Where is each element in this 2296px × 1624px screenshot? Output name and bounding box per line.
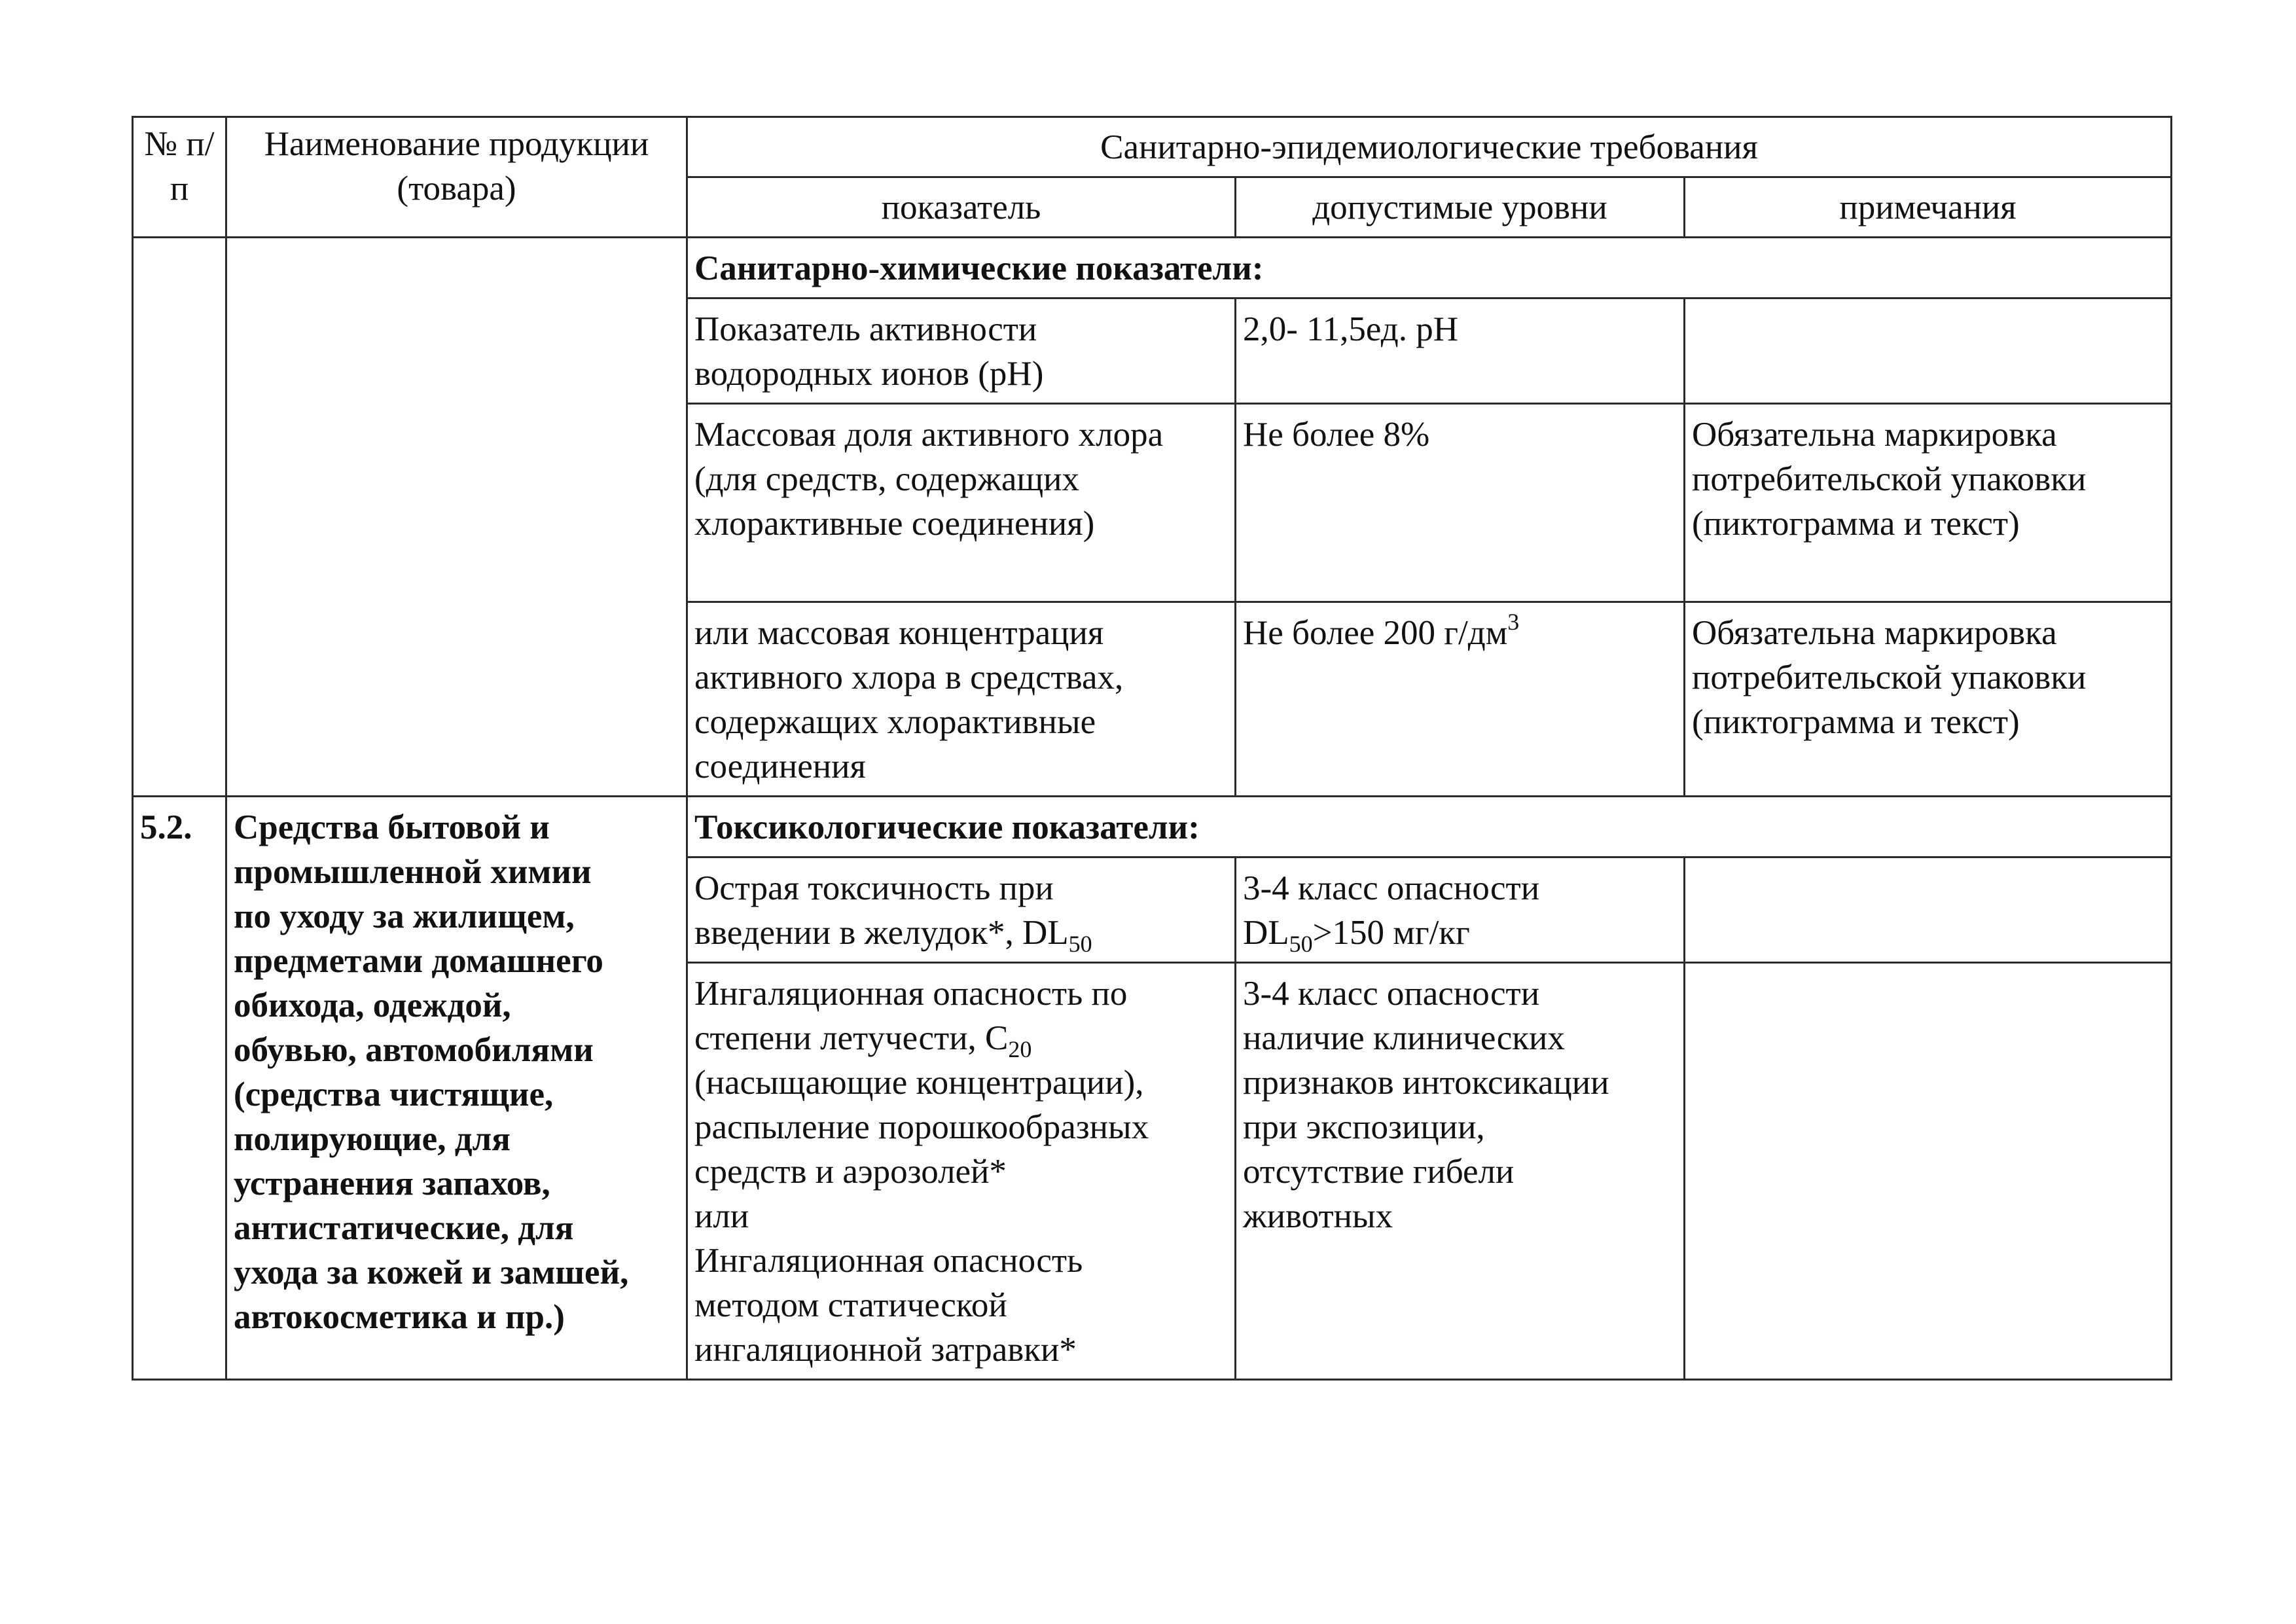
indicator-subscript: 20: [1008, 1036, 1032, 1062]
indicator-text: (насыщающие концентрации),: [694, 1064, 1144, 1102]
note-text: потребительской упаковки: [1692, 460, 2087, 498]
level-text-main: DL: [1243, 914, 1289, 952]
level-text: [1243, 911, 1677, 955]
level-text: наличие клинических: [1243, 1019, 1565, 1057]
note-text: Обязательна маркировка: [1692, 416, 2057, 454]
indicator-text: активного хлора в средствах,: [694, 659, 1124, 696]
note-cell: [1685, 298, 2172, 404]
item-number: 5.2.: [133, 797, 226, 1380]
requirements-group-header: Санитарно-эпидемиологические требования: [687, 117, 2172, 177]
table-row: [133, 797, 2172, 857]
note-text: (пиктограмма и текст): [1692, 703, 2020, 741]
product-name-line: по уходу за жилищем,: [234, 897, 575, 935]
note-text: (пиктограмма и текст): [1692, 505, 2020, 543]
levels-header: допустимые уровни: [1236, 177, 1685, 238]
product-name-line: ухода за кожей и замшей,: [234, 1254, 629, 1291]
level-cell: [1236, 963, 1685, 1380]
indicator-text: ингаляционной затравки*: [694, 1331, 1077, 1369]
indicator-text: водородных ионов (рН): [694, 355, 1044, 393]
level-subscript: 50: [1289, 931, 1313, 957]
indicator-text: Массовая доля активного хлора: [694, 416, 1164, 454]
indicator-text: хлорактивные соединения): [694, 505, 1095, 543]
level-cell: 2,0- 11,5ед. рН: [1236, 298, 1685, 404]
empty-num-cell: [133, 238, 226, 797]
indicator-cell: [687, 857, 1236, 963]
level-text: животных: [1243, 1197, 1393, 1235]
requirements-table: [132, 116, 2172, 1380]
indicator-text: средств и аэрозолей*: [694, 1153, 1007, 1191]
product-name-line: полирующие, для: [234, 1120, 511, 1158]
product-name-line: автокосметика и пр.): [234, 1298, 565, 1336]
section-title-toxicological: Токсикологические показатели:: [687, 797, 2172, 857]
indicator-text: (для средств, содержащих: [694, 460, 1080, 498]
indicator-text: [694, 1016, 1228, 1060]
section-title-chemical: Санитарно-химические показатели:: [687, 238, 2172, 298]
note-text: потребительской упаковки: [1692, 659, 2087, 696]
level-superscript: 3: [1507, 609, 1520, 635]
level-text: 3-4 класс опасности: [1243, 975, 1540, 1013]
indicator-text: содержащих хлорактивные: [694, 703, 1096, 741]
table-row: [133, 238, 2172, 298]
level-text: признаков интоксикации: [1243, 1064, 1609, 1102]
indicator-text: [694, 911, 1228, 955]
level-cell: Не более 8%: [1236, 404, 1685, 602]
product-name-cell: [226, 797, 687, 1380]
level-cell: [1236, 602, 1685, 797]
note-cell: [1685, 857, 2172, 963]
level-text-rest: >150 мг/кг: [1312, 914, 1470, 952]
product-name-line: обувью, автомобилями: [234, 1031, 594, 1069]
notes-header: примечания: [1685, 177, 2172, 238]
indicator-text: Ингаляционная опасность по: [694, 975, 1128, 1013]
indicator-text: соединения: [694, 748, 866, 785]
note-cell: [1685, 404, 2172, 602]
indicator-header: показатель: [687, 177, 1236, 238]
num-header: № п/п: [133, 117, 226, 238]
note-text: Обязательна маркировка: [1692, 614, 2057, 652]
empty-name-cell: [226, 238, 687, 797]
indicator-cell: [687, 963, 1236, 1380]
product-name-line: (средства чистящие,: [234, 1075, 554, 1113]
header-row-1: [133, 117, 2172, 177]
indicator-text: распыление порошкообразных: [694, 1108, 1149, 1146]
indicator-text: методом статической: [694, 1286, 1007, 1324]
product-name-line: предметами домашнего: [234, 942, 603, 980]
indicator-text: Показатель активности: [694, 310, 1037, 348]
product-name-line: Средства бытовой и: [234, 808, 550, 846]
indicator-text: или массовая концентрация: [694, 614, 1104, 652]
indicator-text-main: введении в желудок*, DL: [694, 914, 1069, 952]
indicator-cell: [687, 602, 1236, 797]
level-text: при экспозиции,: [1243, 1108, 1485, 1146]
indicator-text: Ингаляционная опасность: [694, 1242, 1083, 1280]
indicator-text-main: степени летучести, С: [694, 1019, 1009, 1057]
level-text: 3-4 класс опасности: [1243, 869, 1540, 907]
indicator-cell: [687, 404, 1236, 602]
product-name-line: антистатические, для: [234, 1209, 574, 1247]
indicator-text: Острая токсичность при: [694, 869, 1054, 907]
product-name-line: устранения запахов,: [234, 1164, 550, 1202]
level-cell: [1236, 857, 1685, 963]
note-cell: [1685, 963, 2172, 1380]
indicator-cell: [687, 298, 1236, 404]
indicator-text: или: [694, 1197, 749, 1235]
level-text: Не более 200 г/дм: [1243, 614, 1508, 652]
name-header: Наименование продукции (товара): [226, 117, 687, 238]
indicator-subscript: 50: [1068, 931, 1092, 957]
level-text: отсутствие гибели: [1243, 1153, 1515, 1191]
note-cell: [1685, 602, 2172, 797]
product-name-line: обихода, одеждой,: [234, 986, 511, 1024]
product-name-line: промышленной химии: [234, 853, 592, 891]
